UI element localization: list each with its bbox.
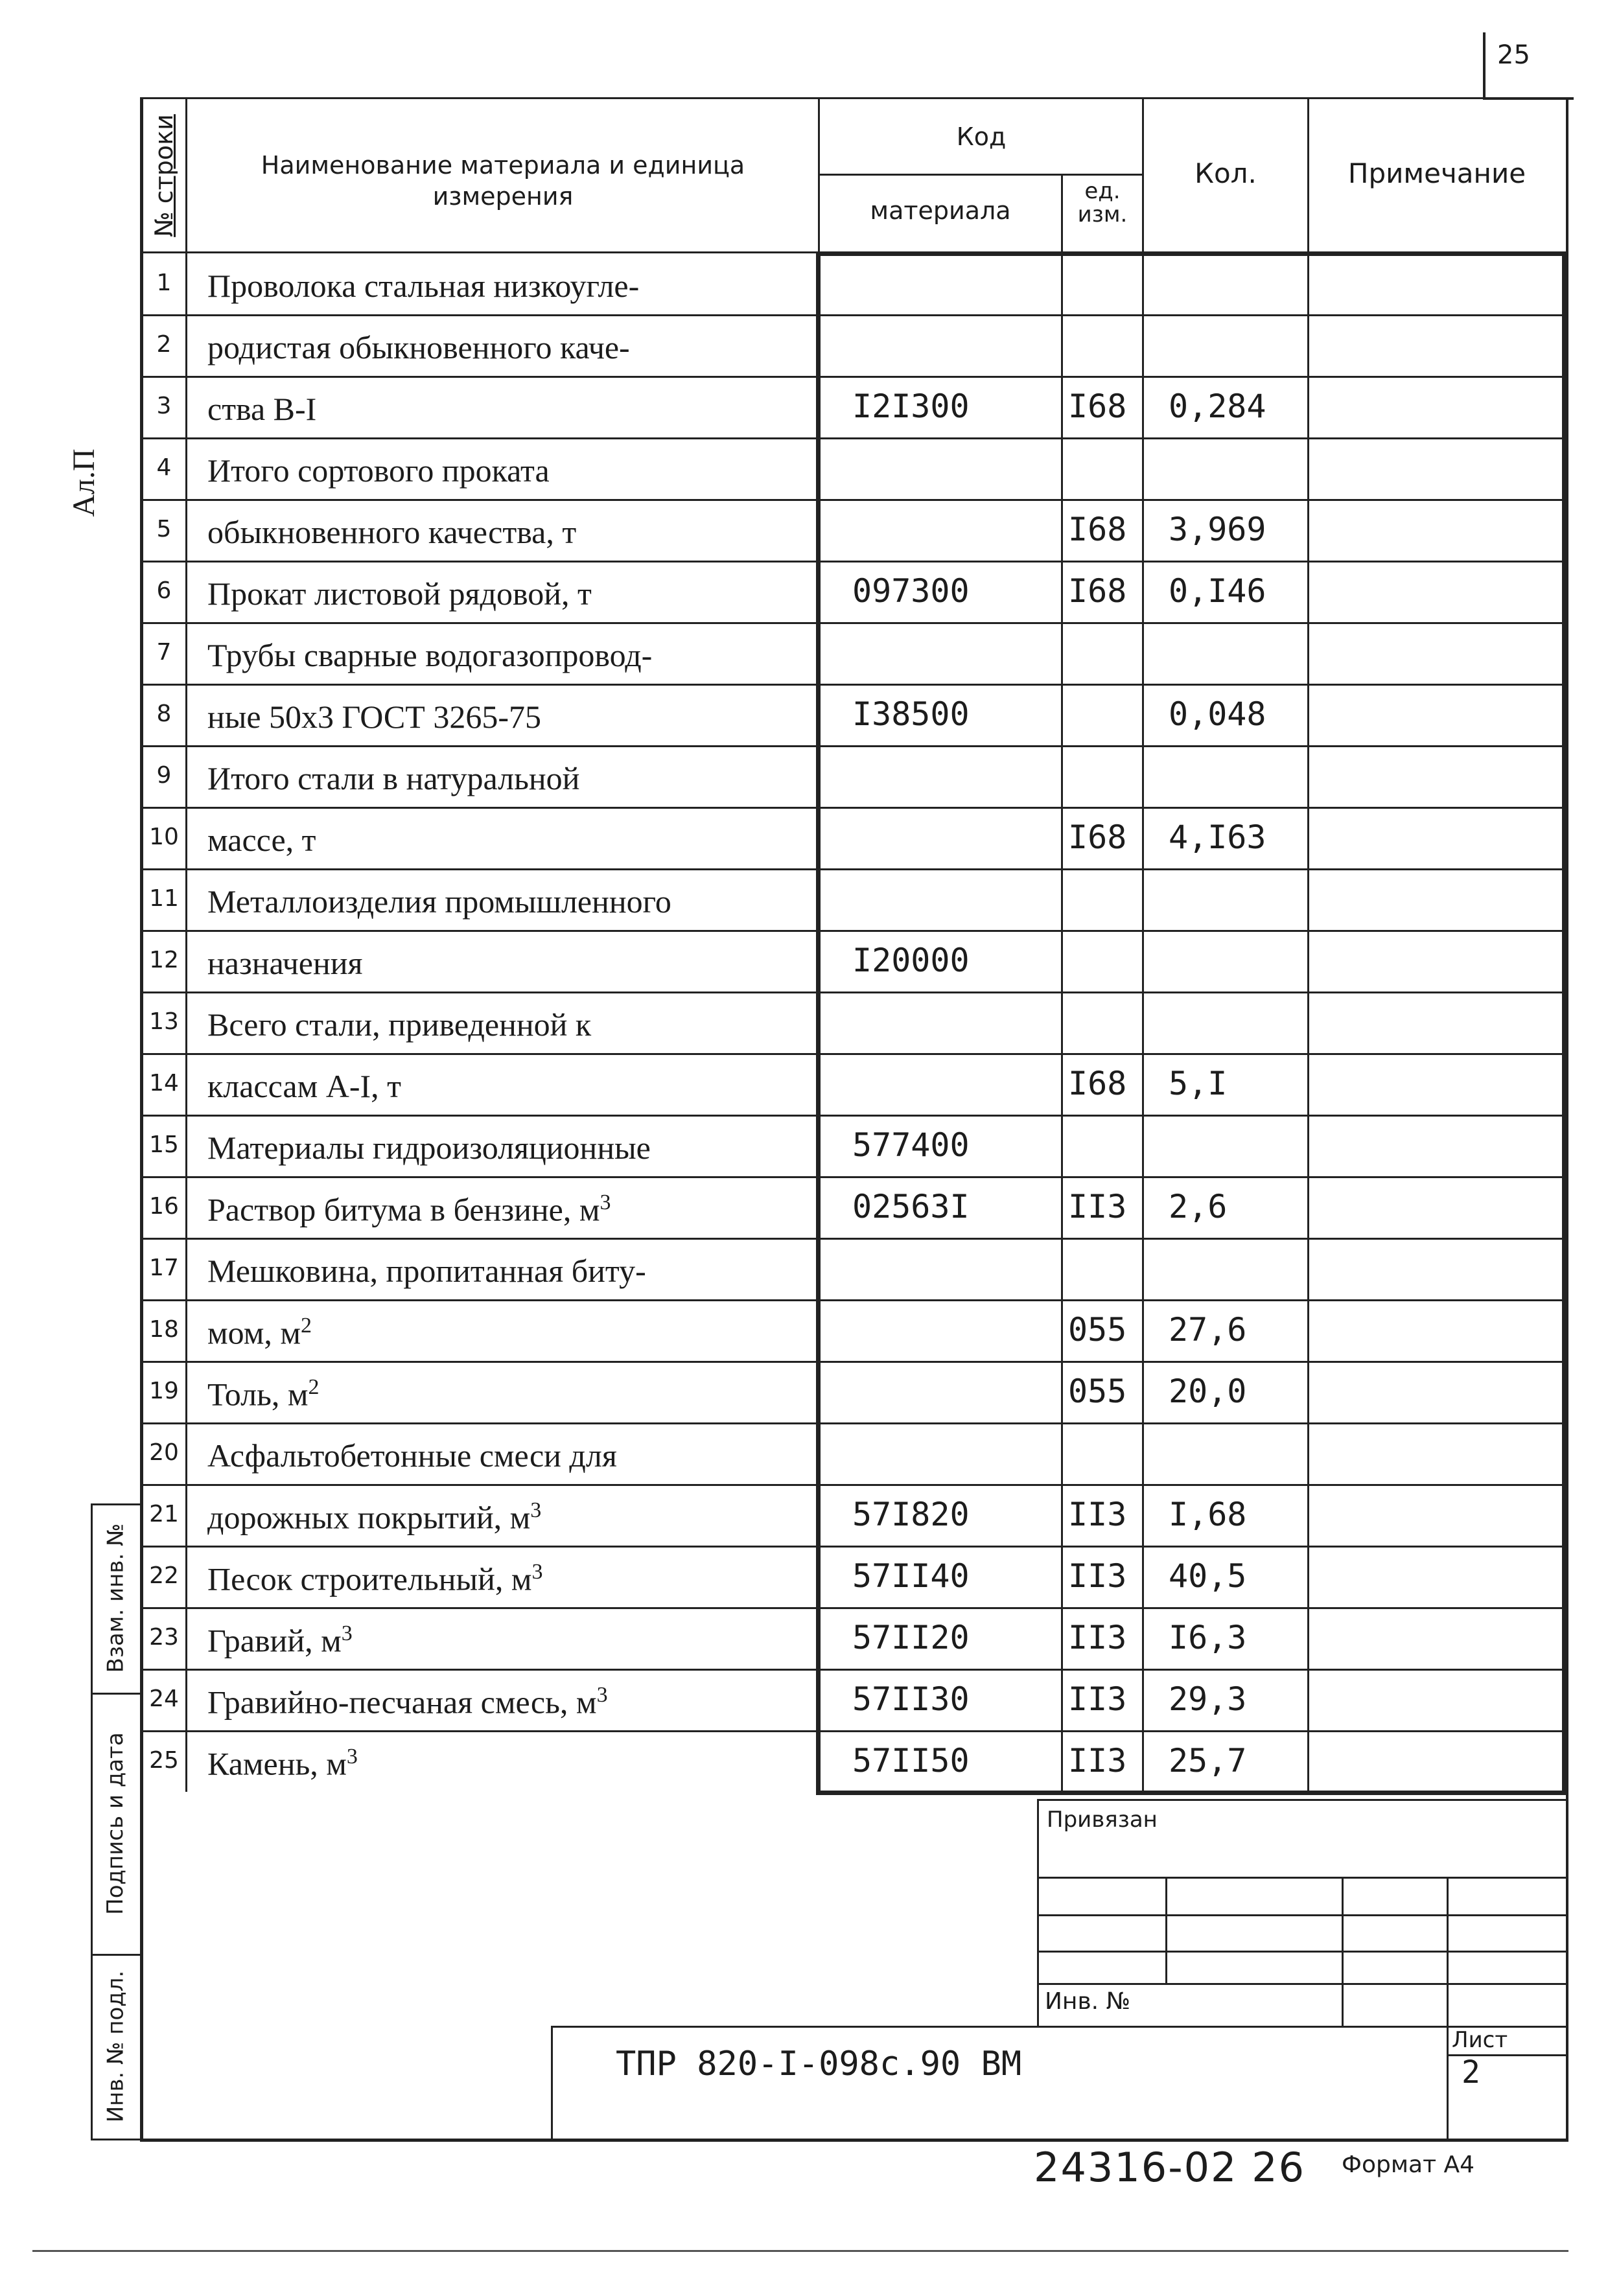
unit-code: I68 xyxy=(1068,818,1127,856)
unit-exponent: 3 xyxy=(346,1745,358,1768)
material-name-text: Песок строительный, м xyxy=(207,1560,532,1597)
row-number: 7 xyxy=(156,639,172,666)
material-name xyxy=(207,1560,543,1598)
material-name-text: классам А-I, т xyxy=(207,1068,402,1104)
format-label: Формат А4 xyxy=(1342,2151,1475,2178)
material-code: 57I820 xyxy=(852,1496,970,1533)
row-number: 12 xyxy=(149,947,179,973)
material-code: I38500 xyxy=(852,695,970,733)
note-header: Примечание xyxy=(1347,157,1526,189)
material-name-text: Асфальтобетонные смеси для xyxy=(207,1437,617,1474)
material-name-text: назначения xyxy=(207,945,363,981)
material-name xyxy=(207,1437,617,1474)
row-divider xyxy=(141,376,1566,378)
signature-date-label: Подпись и дата xyxy=(102,1732,129,1915)
row-divider xyxy=(141,1176,1566,1178)
quantity-value: 4,I63 xyxy=(1169,818,1266,856)
row-number: 13 xyxy=(149,1008,179,1035)
title-block-left xyxy=(1037,1799,1039,2026)
material-name xyxy=(207,452,550,489)
material-name xyxy=(207,575,592,612)
row-divider xyxy=(141,1730,1566,1732)
title-grid-line-2 xyxy=(1037,1914,1568,1916)
material-name-text: ные 50х3 ГОСТ 3265-75 xyxy=(207,699,541,735)
sheet-label: Лист xyxy=(1452,2027,1508,2053)
material-name-text: Металлоизделия промышленного xyxy=(207,883,671,920)
row-divider xyxy=(141,991,1566,993)
row-number: 11 xyxy=(149,885,179,912)
row-divider xyxy=(141,437,1566,439)
row-divider xyxy=(141,314,1566,316)
row-number: 25 xyxy=(149,1747,179,1774)
row-divider xyxy=(141,684,1566,686)
code-subheader-line xyxy=(820,174,1143,176)
material-name-text: Гравий, м xyxy=(207,1622,342,1659)
material-name-text: Камень, м xyxy=(207,1745,347,1782)
row-number: 16 xyxy=(149,1193,179,1220)
material-name xyxy=(207,760,579,797)
header-top-line xyxy=(140,97,1568,99)
replaced-inv-label: Взам. инв. № xyxy=(102,1523,129,1673)
row-number: 19 xyxy=(149,1378,179,1404)
row-number: 20 xyxy=(149,1439,179,1466)
title-grid-line-1 xyxy=(1037,1877,1568,1879)
code-header: Код xyxy=(956,122,1007,151)
material-name-text: дорожных покрытий, м xyxy=(207,1499,531,1536)
material-name-text: мом, м xyxy=(207,1314,301,1351)
material-name-text: Прокат листовой рядовой, т xyxy=(207,575,592,612)
unit-code: I68 xyxy=(1068,511,1127,548)
row-number: 8 xyxy=(156,701,172,727)
material-code: I20000 xyxy=(852,942,970,979)
material-name-text: Толь, м xyxy=(207,1376,309,1413)
unit-code: II3 xyxy=(1068,1188,1127,1225)
material-name xyxy=(207,821,316,859)
title-grid-col-2 xyxy=(1342,1877,1344,2026)
quantity-value: I6,3 xyxy=(1169,1619,1247,1656)
attached-label: Привязан xyxy=(1047,1807,1158,1833)
unit-code: II3 xyxy=(1068,1557,1127,1595)
unit-exponent: 2 xyxy=(300,1314,312,1338)
doc-code-box-top xyxy=(551,2026,1568,2028)
signature-date-cell xyxy=(91,1693,140,1954)
archive-number: 24316-02 26 xyxy=(1034,2144,1306,2191)
inv-original-cell xyxy=(91,1954,140,2139)
document-code: ТПР 820-I-098с.90 ВМ xyxy=(616,2045,1022,2083)
material-name-text: Итого стали в натуральной xyxy=(207,760,580,796)
row-divider xyxy=(141,1422,1566,1424)
unit-code: II3 xyxy=(1068,1619,1127,1656)
doc-code-box-left xyxy=(551,2026,553,2139)
row-number: 3 xyxy=(156,393,172,419)
row-divider xyxy=(141,1669,1566,1671)
row-number: 1 xyxy=(156,270,172,296)
row-number: 22 xyxy=(149,1562,179,1589)
unit-code: II3 xyxy=(1068,1496,1127,1533)
row-number: 10 xyxy=(149,824,179,850)
row-divider xyxy=(141,745,1566,747)
quantity-value: 2,6 xyxy=(1169,1188,1228,1225)
material-name-text: ства В-I xyxy=(207,391,317,427)
replaced-inv-cell xyxy=(91,1503,140,1693)
row-divider xyxy=(141,1299,1566,1301)
quantity-value: 40,5 xyxy=(1169,1557,1247,1595)
material-code: 577400 xyxy=(852,1126,970,1164)
material-name xyxy=(207,1252,646,1290)
material-name xyxy=(207,1745,358,1783)
row-divider xyxy=(141,622,1566,624)
quantity-value: I,68 xyxy=(1169,1496,1247,1533)
inv-original-label: Инв. № подл. xyxy=(102,1970,129,2122)
inv-number-label: Инв. № xyxy=(1045,1988,1131,2015)
row-number: 18 xyxy=(149,1316,179,1343)
material-name-text: Трубы сварные водогазопровод- xyxy=(207,637,653,673)
material-name xyxy=(207,390,316,428)
row-divider xyxy=(141,1484,1566,1486)
title-grid-col-1 xyxy=(1165,1877,1167,1983)
material-name xyxy=(207,1375,320,1413)
corner-divider xyxy=(1483,32,1486,97)
unit-code: II3 xyxy=(1068,1742,1127,1780)
material-code: 097300 xyxy=(852,572,970,610)
table-thick-bottom xyxy=(816,1791,1566,1795)
col-line-unit xyxy=(1061,174,1063,1792)
title-block-top xyxy=(1037,1799,1568,1801)
col-line-name-code xyxy=(816,251,821,1794)
quantity-header: Кол. xyxy=(1194,157,1257,189)
material-name xyxy=(207,1190,611,1229)
row-number-header: № строки xyxy=(150,114,178,237)
unit-exponent: 3 xyxy=(531,1560,543,1584)
unit-exponent: 3 xyxy=(341,1621,353,1645)
unit-code: I68 xyxy=(1068,388,1127,425)
row-number: 23 xyxy=(149,1624,179,1651)
row-divider xyxy=(141,868,1566,870)
quantity-value: 0,I46 xyxy=(1169,572,1266,610)
material-code: 57II50 xyxy=(852,1742,970,1780)
row-divider xyxy=(141,1546,1566,1548)
unit-code: I68 xyxy=(1068,1065,1127,1102)
row-number: 9 xyxy=(156,762,172,789)
material-name xyxy=(207,1621,353,1660)
material-name xyxy=(207,513,576,551)
row-number: 2 xyxy=(156,331,172,358)
title-grid-line-4 xyxy=(1037,1983,1568,1985)
row-divider xyxy=(141,561,1566,562)
unit-exponent: 2 xyxy=(308,1375,320,1399)
row-number: 17 xyxy=(149,1255,179,1281)
material-name xyxy=(207,1006,591,1043)
quantity-value: 5,I xyxy=(1169,1065,1228,1102)
material-name-text: Мешковина, пропитанная биту- xyxy=(207,1253,646,1289)
material-name-text: массе, т xyxy=(207,822,316,858)
material-name xyxy=(207,1067,401,1105)
quantity-value: 0,284 xyxy=(1169,388,1266,425)
material-name xyxy=(207,698,541,736)
unit-exponent: 3 xyxy=(530,1498,542,1522)
material-name xyxy=(207,329,630,366)
unit-code: 055 xyxy=(1068,1311,1127,1349)
sheet-number: 2 xyxy=(1462,2054,1480,2091)
material-name-text: Итого сортового проката xyxy=(207,452,550,489)
material-name-text: Материалы гидроизоляционные xyxy=(207,1130,651,1166)
row-number: 6 xyxy=(156,577,172,604)
material-code: 57II30 xyxy=(852,1680,970,1718)
material-name-text: обыкновенного качества, т xyxy=(207,514,577,550)
quantity-value: 3,969 xyxy=(1169,511,1266,548)
unit-code: I68 xyxy=(1068,572,1127,610)
unit-code: 055 xyxy=(1068,1373,1127,1410)
row-number: 4 xyxy=(156,454,172,481)
quantity-value: 29,3 xyxy=(1169,1680,1247,1718)
material-name xyxy=(207,883,671,920)
material-code: 57II40 xyxy=(852,1557,970,1595)
quantity-value: 25,7 xyxy=(1169,1742,1247,1780)
material-name-text: Проволока стальная низкоугле- xyxy=(207,268,640,304)
unit-exponent: 3 xyxy=(596,1683,608,1707)
row-number: 21 xyxy=(149,1501,179,1527)
col-line-note xyxy=(1307,97,1309,1792)
material-name xyxy=(207,1314,312,1352)
material-name-text: Всего стали, приведенной к xyxy=(207,1006,592,1043)
material-name xyxy=(207,944,363,982)
quantity-value: 0,048 xyxy=(1169,695,1266,733)
table-thick-top xyxy=(816,251,1566,256)
page-number: 25 xyxy=(1497,40,1530,70)
material-name xyxy=(207,1129,651,1166)
row-divider xyxy=(141,499,1566,501)
unit-code-header: ед. изм. xyxy=(1077,178,1128,227)
col-line-right-thick xyxy=(1562,251,1567,1794)
title-grid-col-3 xyxy=(1447,1877,1449,2139)
side-strip-bottom xyxy=(91,2139,141,2140)
row-number: 14 xyxy=(149,1070,179,1096)
row-divider xyxy=(141,1607,1566,1609)
unit-code: II3 xyxy=(1068,1680,1127,1718)
row-number: 15 xyxy=(149,1131,179,1158)
side-mark: Ал.П xyxy=(67,448,101,517)
material-code: 02563I xyxy=(852,1188,970,1225)
title-grid-line-3 xyxy=(1037,1951,1568,1953)
unit-exponent: 3 xyxy=(600,1190,611,1214)
frame-bottom-border xyxy=(140,2139,1568,2142)
material-name xyxy=(207,1498,541,1536)
material-name-text: Раствор битума в бензине, м xyxy=(207,1191,600,1228)
row-divider xyxy=(141,1238,1566,1240)
row-number: 5 xyxy=(156,516,172,542)
material-name xyxy=(207,1683,608,1721)
row-divider xyxy=(141,1115,1566,1117)
col-line-qty xyxy=(1142,97,1144,1792)
row-divider xyxy=(141,1053,1566,1055)
material-code-header: материала xyxy=(870,196,1011,225)
material-name xyxy=(207,267,639,305)
quantity-value: 20,0 xyxy=(1169,1373,1247,1410)
row-number: 24 xyxy=(149,1686,179,1712)
col-line-code-header xyxy=(818,97,820,251)
page-bottom-line xyxy=(32,2250,1568,2252)
material-code: 57II20 xyxy=(852,1619,970,1656)
material-code: I2I300 xyxy=(852,388,970,425)
material-name-header: Наименование материала и единица измерения xyxy=(261,151,745,211)
material-name xyxy=(207,636,652,674)
material-name-text: родистая обыкновенного каче- xyxy=(207,329,630,365)
row-divider xyxy=(141,1361,1566,1363)
row-divider xyxy=(141,930,1566,932)
quantity-value: 27,6 xyxy=(1169,1311,1247,1349)
material-name-text: Гравийно-песчаная смесь, м xyxy=(207,1684,597,1721)
row-divider xyxy=(141,807,1566,809)
